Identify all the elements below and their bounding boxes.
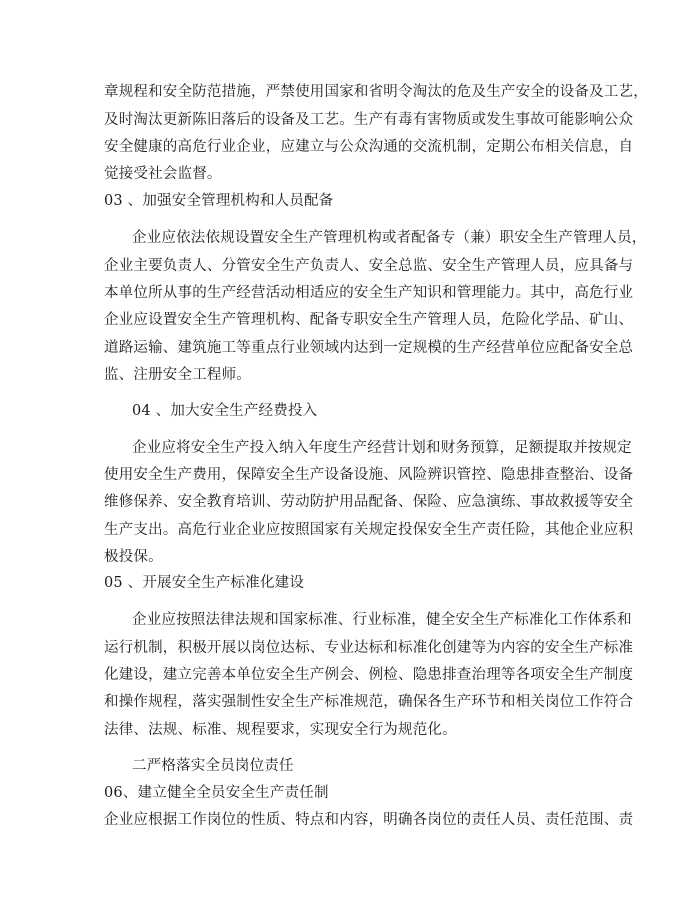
para-line: 运行机制，积极开展以岗位达标、专业达标和标准化创建等为内容的安全生产标准	[104, 640, 634, 656]
para-line: 维修保养、安全教育培训、劳动防护用品配备、保险、应急演练、事故救援等安全	[104, 494, 634, 510]
section-heading: 二严格落实全员岗位责任	[132, 758, 294, 774]
section-heading: 03 、加强安全管理机构和人员配备	[104, 193, 334, 209]
para-line: 道路运输、建筑施工等重点行业领域内达到一定规模的生产经营单位应配备安全总	[104, 340, 634, 356]
para-line: 觉接受社会监督。	[104, 166, 222, 182]
section-heading: 04 、加大安全生产经费投入	[132, 403, 318, 419]
para-line: 生产支出。高危行业企业应按照国家有关规定投保安全生产责任险，其他企业应积	[104, 522, 634, 538]
para-line: 监、注册安全工程师。	[104, 367, 251, 383]
para-line: 企业应依法依规设置安全生产管理机构或者配备专（兼）职安全生产管理人员，	[132, 230, 647, 246]
para-line: 章规程和安全防范措施，严禁使用国家和省明令淘汰的危及生产安全的设备及工艺，	[104, 84, 648, 100]
para-line: 极投保。	[104, 549, 163, 565]
para-line: 企业应将安全生产投入纳入年度生产经营计划和财务预算，足额提取并按规定	[132, 440, 632, 456]
para-line: 使用安全生产费用，保障安全生产设备设施、风险辨识管控、隐患排查整治、设备	[104, 467, 634, 483]
section-heading: 06、建立健全全员安全生产责任制	[104, 785, 329, 801]
para-line: 和操作规程，落实强制性安全生产标准规范，确保各生产环节和相关岗位工作符合	[104, 694, 634, 710]
para-line: 企业主要负责人、分管安全生产负责人、安全总监、安全生产管理人员，应具备与	[104, 258, 634, 274]
para-line: 企业应根据工作岗位的性质、特点和内容，明确各岗位的责任人员、责任范围、责	[104, 812, 634, 828]
para-line: 法律、法规、标准、规程要求，实现安全行为规范化。	[104, 722, 457, 738]
para-line: 企业应按照法律法规和国家标准、行业标准，健全安全生产标准化工作体系和	[132, 612, 632, 628]
para-line: 安全健康的高危行业企业，应建立与公众沟通的交流机制，定期公布相关信息，自	[104, 139, 634, 155]
para-line: 化建设，建立完善本单位安全生产例会、例检、隐患排查治理等各项安全生产制度	[104, 667, 634, 683]
para-line: 及时淘汰更新陈旧落后的设备及工艺。生产有毒有害物质或发生事故可能影响公众	[104, 112, 634, 128]
section-heading: 05 、开展安全生产标准化建设	[104, 575, 305, 591]
para-line: 企业应设置安全生产管理机构、配备专职安全生产管理人员，危险化学品、矿山、	[104, 312, 634, 328]
para-line: 本单位所从事的生产经营活动相适应的安全生产知识和管理能力。其中，高危行业	[104, 285, 634, 301]
